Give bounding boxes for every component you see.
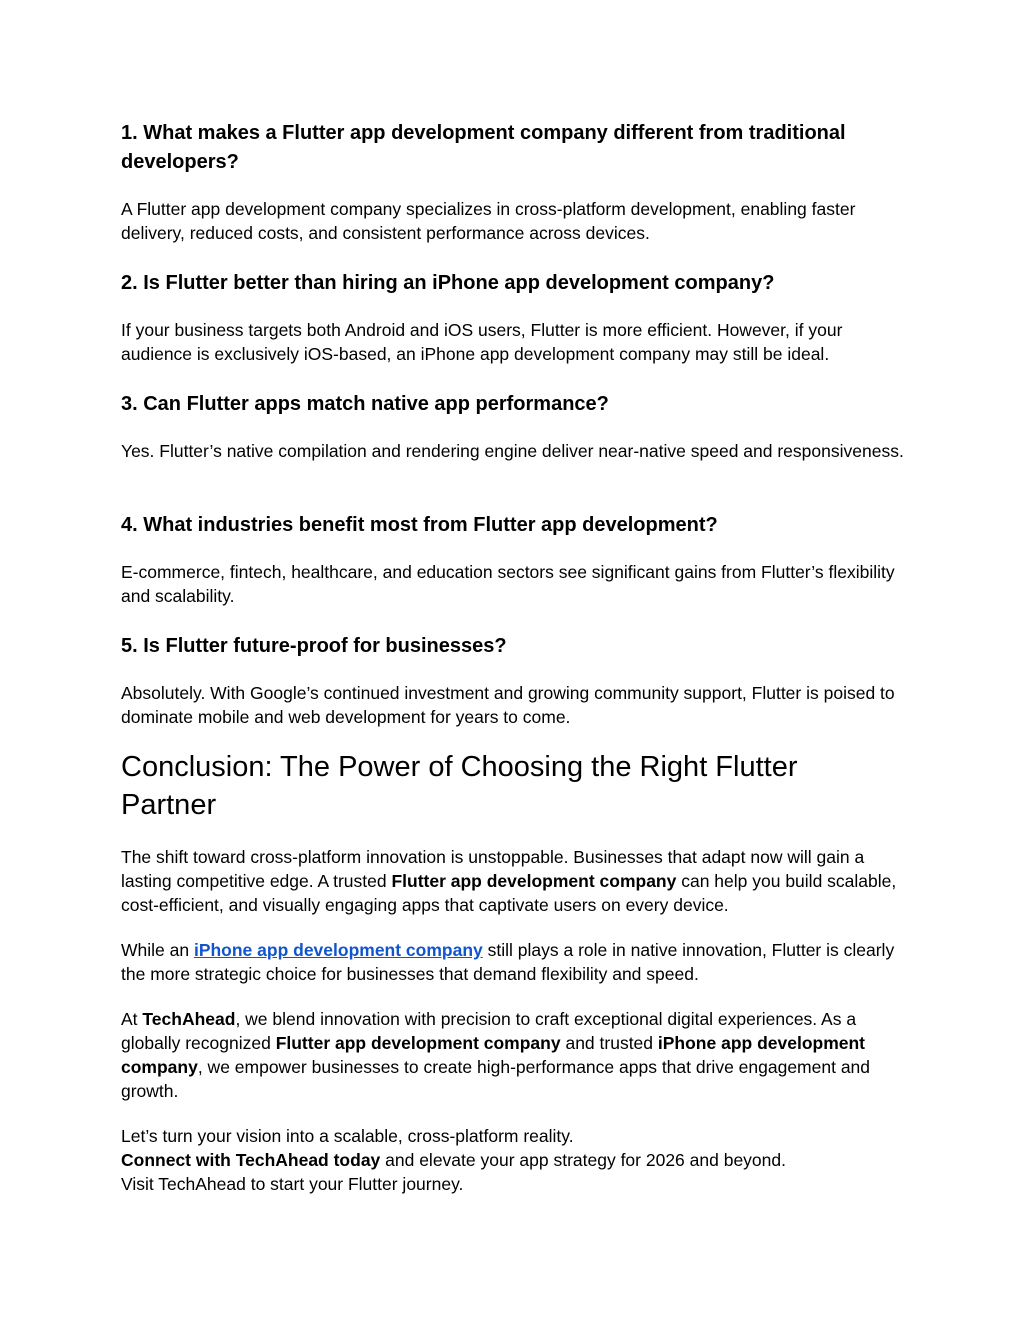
text: At (121, 1009, 143, 1029)
bold-text: Connect with TechAhead today (121, 1150, 381, 1170)
faq-answer-3: Yes. Flutter’s native compilation and rendering engine deliver near-native speed and responsiveness. (121, 441, 904, 461)
faq-question-1: 1. What makes a Flutter app development company different from traditional developers? (121, 122, 846, 173)
text: and trusted (560, 1033, 658, 1053)
text: While an (121, 940, 194, 960)
conclusion-paragraph-3 (121, 1007, 911, 1103)
conclusion-paragraph-2 (121, 938, 911, 986)
iphone-app-development-link[interactable]: iPhone app development company (193, 940, 483, 960)
faq-question-4: 4. What industries benefit most from Flutter app development? (121, 514, 718, 536)
faq-answer-4: E-commerce, fintech, healthcare, and education sectors see significant gains from Flutter’s flexibility and scalability. (121, 562, 895, 606)
faq-question-2: 2. Is Flutter better than hiring an iPhone app development company? (121, 272, 775, 294)
faq-question-5: 5. Is Flutter future-proof for businesses? (121, 635, 507, 657)
text: and elevate your app strategy for 2026 and beyond. (380, 1150, 786, 1170)
text: , we blend innovation with precision to craft exceptional digital experiences. As a globally recognized (121, 1009, 857, 1053)
faq-answer-5: Absolutely. With Google’s continued investment and growing community support, Flutter is poised to dominate mobile and web development for years to come. (121, 683, 895, 727)
bold-text: Flutter app development company (391, 871, 677, 891)
conclusion-paragraph-1 (121, 845, 911, 917)
conclusion-paragraph-4 (121, 1124, 911, 1196)
conclusion-heading: Conclusion: The Power of Choosing the Right Flutter Partner (121, 751, 798, 821)
bold-text: Flutter app development company (275, 1033, 561, 1053)
faq-question-3: 3. Can Flutter apps match native app performance? (121, 393, 609, 415)
text: , we empower businesses to create high-performance apps that drive engagement and growth. (121, 1057, 871, 1101)
text: can help you build scalable, cost-efficient, and visually engaging apps that captivate users on every device. (121, 871, 897, 915)
bold-text: iPhone app development company (121, 1033, 866, 1077)
text: Let’s turn your vision into a scalable, cross-platform reality. (121, 1126, 574, 1146)
bold-text: TechAhead (142, 1009, 236, 1029)
text: still plays a role in native innovation, Flutter is clearly the more strategic choice for businesses that demand flexibility and speed. (121, 940, 895, 984)
faq-answer-2: If your business targets both Android and iOS users, Flutter is more efficient. However, if your audience is exclusively iOS-based, an iPhone app development company may still be ideal. (121, 320, 843, 364)
faq-answer-1: A Flutter app development company specializes in cross-platform development, enabling faster delivery, reduced costs, and consistent performance across devices. (121, 199, 856, 243)
text: The shift toward cross-platform innovation is unstoppable. Businesses that adapt now will gain a lasting competitive edge. A trusted (121, 847, 865, 891)
text: Visit TechAhead to start your Flutter journey. (121, 1174, 464, 1194)
